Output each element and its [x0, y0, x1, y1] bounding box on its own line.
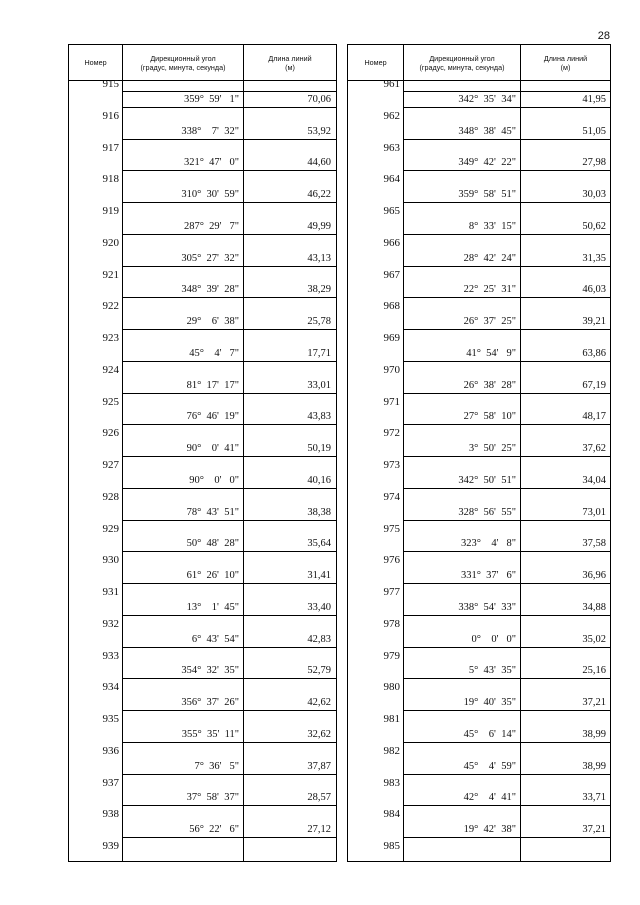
row-rule	[404, 774, 610, 775]
direction-angle: 45° 6' 14"	[463, 728, 516, 740]
point-number: 962	[383, 109, 400, 122]
point-number: 979	[383, 649, 400, 662]
point-number: 918	[102, 173, 119, 186]
table-body	[348, 80, 610, 861]
line-length: 38,99	[582, 728, 606, 740]
point-number: 985	[383, 840, 400, 852]
row-rule	[404, 837, 610, 838]
point-number: 975	[383, 522, 400, 535]
point-number: 925	[102, 395, 119, 408]
direction-angle: 3° 50' 25"	[468, 443, 516, 455]
line-length: 30,03	[582, 189, 606, 201]
line-length: 53,92	[307, 125, 331, 137]
direction-angle: 354° 32' 35"	[181, 665, 239, 677]
direction-angle: 29° 6' 38"	[186, 316, 239, 328]
line-length: 33,01	[307, 379, 331, 391]
row-rule	[123, 424, 336, 425]
direction-angle: 19° 42' 38"	[463, 824, 516, 836]
direction-angle: 338° 7' 32"	[181, 125, 239, 137]
point-number: 972	[383, 427, 400, 440]
row-rule	[404, 551, 610, 552]
row-rule	[123, 520, 336, 521]
row-rule	[123, 710, 336, 711]
point-number: 928	[102, 490, 119, 503]
direction-angle: 0° 0' 0"	[471, 633, 516, 645]
header-length: Длина линий (м)	[268, 53, 312, 72]
row-rule	[404, 266, 610, 267]
direction-angle: 359° 58' 51"	[458, 189, 516, 201]
point-number: 929	[102, 522, 119, 535]
row-rule	[123, 107, 336, 108]
row-rule	[123, 266, 336, 267]
point-number: 971	[383, 395, 400, 408]
header-number: Номер	[84, 58, 107, 67]
row-rule	[404, 234, 610, 235]
row-rule	[123, 456, 336, 457]
point-number: 970	[383, 363, 400, 376]
point-number: 924	[102, 363, 119, 376]
direction-angle: 342° 50' 51"	[458, 474, 516, 486]
direction-angle: 22° 25' 31"	[463, 284, 516, 296]
direction-angle: 27° 58' 10"	[463, 411, 516, 423]
point-number: 916	[102, 109, 119, 122]
row-rule	[404, 710, 610, 711]
direction-angle: 50° 48' 28"	[186, 538, 239, 550]
line-length: 31,35	[582, 252, 606, 264]
line-length: 34,04	[582, 474, 606, 486]
line-length: 34,88	[582, 601, 606, 613]
table-header	[348, 45, 610, 81]
row-rule	[404, 139, 610, 140]
line-length: 49,99	[307, 220, 331, 232]
line-length: 37,58	[582, 538, 606, 550]
line-length: 37,62	[582, 443, 606, 455]
line-length: 40,16	[307, 474, 331, 486]
line-length: 43,83	[307, 411, 331, 423]
direction-angle: 45° 4' 7"	[189, 347, 239, 359]
row-rule	[123, 139, 336, 140]
row-rule	[404, 805, 610, 806]
row-rule	[404, 647, 610, 648]
line-length: 38,29	[307, 284, 331, 296]
row-rule	[404, 329, 610, 330]
line-length: 17,71	[307, 347, 331, 359]
point-number: 982	[383, 744, 400, 757]
line-length: 73,01	[582, 506, 606, 518]
row-rule	[123, 805, 336, 806]
row-rule	[123, 678, 336, 679]
line-length: 37,21	[582, 697, 606, 709]
direction-angle: 45° 4' 59"	[463, 760, 516, 772]
point-number: 977	[383, 586, 400, 598]
direction-angle: 287° 29' 7"	[183, 220, 239, 232]
direction-angle: 7° 36' 5"	[194, 760, 239, 772]
row-rule	[404, 424, 610, 425]
point-number: 934	[102, 681, 119, 694]
point-number: 926	[102, 427, 119, 440]
direction-angle: 342° 35' 34"	[458, 93, 516, 105]
direction-angle: 13° 1' 45"	[186, 601, 239, 613]
point-number: 923	[102, 332, 119, 344]
row-rule	[123, 551, 336, 552]
row-rule	[123, 774, 336, 775]
header-angle: Дирекционный угол (градус, минута, секунда)	[140, 53, 226, 72]
line-length: 43,13	[307, 252, 331, 264]
line-length: 50,19	[307, 443, 331, 455]
line-length: 38,38	[307, 506, 331, 518]
page-number: 28	[597, 30, 610, 42]
point-number: 922	[102, 300, 119, 313]
table-header	[69, 45, 336, 81]
direction-angle: 6° 43' 54"	[191, 633, 239, 645]
point-number: 938	[102, 808, 119, 821]
line-length: 32,62	[307, 728, 331, 740]
direction-angle: 26° 38' 28"	[463, 379, 516, 391]
line-length: 52,79	[307, 665, 331, 677]
point-number: 981	[383, 713, 400, 725]
direction-angle: 42° 4' 41"	[463, 792, 516, 804]
row-rule	[404, 91, 610, 92]
row-rule	[404, 202, 610, 203]
point-number: 920	[102, 236, 119, 249]
row-rule	[404, 520, 610, 521]
point-number: 983	[383, 776, 400, 789]
row-rule	[123, 234, 336, 235]
direction-angle: 90° 0' 41"	[186, 443, 239, 455]
point-number: 919	[102, 205, 119, 217]
line-length: 25,78	[307, 316, 331, 328]
point-number: 921	[102, 268, 119, 281]
row-rule	[404, 170, 610, 171]
line-length: 38,99	[582, 760, 606, 772]
line-length: 48,17	[582, 411, 606, 423]
point-number: 969	[383, 332, 400, 344]
line-length: 42,83	[307, 633, 331, 645]
line-length: 37,21	[582, 824, 606, 836]
row-rule	[123, 329, 336, 330]
line-length: 28,57	[307, 792, 331, 804]
point-number: 932	[102, 617, 119, 630]
line-length: 33,40	[307, 601, 331, 613]
point-number: 976	[383, 554, 400, 567]
point-number: 978	[383, 617, 400, 630]
row-rule	[123, 91, 336, 92]
direction-angle: 348° 38' 45"	[458, 125, 516, 137]
point-number: 984	[383, 808, 400, 821]
header-length: Длина линий (м)	[543, 53, 588, 72]
direction-angle: 338° 54' 33"	[458, 601, 516, 613]
line-length: 67,19	[582, 379, 606, 391]
line-length: 36,96	[582, 570, 606, 582]
direction-angle: 90° 0' 0"	[189, 474, 239, 486]
line-length: 31,41	[307, 570, 331, 582]
direction-angle: 321° 47' 0"	[183, 157, 239, 169]
line-length: 41,95	[582, 93, 606, 105]
direction-angle: 8° 33' 15"	[468, 220, 516, 232]
line-length: 25,16	[582, 665, 606, 677]
line-length: 46,03	[582, 284, 606, 296]
line-length: 50,62	[582, 220, 606, 232]
line-length: 35,02	[582, 633, 606, 645]
point-number: 915	[102, 78, 119, 90]
direction-angle: 76° 46' 19"	[186, 411, 239, 423]
row-rule	[123, 615, 336, 616]
direction-angle: 348° 39' 28"	[181, 284, 239, 296]
point-number: 980	[383, 681, 400, 694]
row-rule	[404, 107, 610, 108]
line-length: 44,60	[307, 157, 331, 169]
direction-angle: 349° 42' 22"	[458, 157, 516, 169]
row-rule	[123, 202, 336, 203]
point-number: 935	[102, 713, 119, 725]
row-rule	[123, 583, 336, 584]
direction-angle: 19° 40' 35"	[463, 697, 516, 709]
direction-angle: 305° 27' 32"	[181, 252, 239, 264]
point-number: 931	[102, 586, 119, 598]
row-rule	[404, 456, 610, 457]
line-length: 70,06	[307, 93, 331, 105]
point-number: 917	[102, 141, 119, 154]
line-length: 27,98	[582, 157, 606, 169]
line-length: 51,05	[582, 125, 606, 137]
direction-angle: 359° 59' 1"	[183, 93, 239, 105]
point-number: 968	[383, 300, 400, 313]
direction-angle: 331° 37' 6"	[460, 570, 516, 582]
direction-angle: 356° 37' 26"	[181, 697, 239, 709]
point-number: 930	[102, 554, 119, 567]
row-rule	[404, 615, 610, 616]
point-number: 939	[102, 840, 119, 852]
row-rule	[123, 393, 336, 394]
point-number: 936	[102, 744, 119, 757]
line-length: 37,87	[307, 760, 331, 772]
direction-angle: 56° 22' 6"	[189, 824, 239, 836]
point-number: 961	[383, 78, 400, 90]
row-rule	[404, 742, 610, 743]
direction-angle: 41° 54' 9"	[466, 347, 516, 359]
direction-angle: 355° 35' 11"	[181, 728, 239, 740]
left-table	[68, 44, 337, 862]
direction-angle: 37° 58' 37"	[186, 792, 239, 804]
point-number: 927	[102, 459, 119, 471]
point-number: 933	[102, 649, 119, 662]
direction-angle: 26° 37' 25"	[463, 316, 516, 328]
row-rule	[404, 488, 610, 489]
row-rule	[404, 297, 610, 298]
direction-angle: 81° 17' 17"	[186, 379, 239, 391]
line-length: 63,86	[582, 347, 606, 359]
right-table	[347, 44, 611, 862]
direction-angle: 28° 42' 24"	[463, 252, 516, 264]
line-length: 39,21	[582, 316, 606, 328]
direction-angle: 328° 56' 55"	[458, 506, 516, 518]
point-number: 967	[383, 268, 400, 281]
point-number: 966	[383, 236, 400, 249]
point-number: 974	[383, 490, 400, 503]
direction-angle: 61° 26' 10"	[186, 570, 239, 582]
row-rule	[404, 361, 610, 362]
point-number: 965	[383, 205, 400, 217]
direction-angle: 310° 30' 59"	[181, 189, 239, 201]
header-number: Номер	[364, 58, 387, 67]
line-length: 46,22	[307, 189, 331, 201]
row-rule	[404, 678, 610, 679]
point-number: 963	[383, 141, 400, 154]
line-length: 42,62	[307, 697, 331, 709]
row-rule	[123, 837, 336, 838]
direction-angle: 78° 43' 51"	[186, 506, 239, 518]
row-rule	[123, 488, 336, 489]
line-length: 33,71	[582, 792, 606, 804]
row-rule	[123, 170, 336, 171]
line-length: 35,64	[307, 538, 331, 550]
row-rule	[404, 583, 610, 584]
row-rule	[123, 742, 336, 743]
row-rule	[123, 297, 336, 298]
direction-angle: 5° 43' 35"	[468, 665, 516, 677]
point-number: 937	[102, 776, 119, 789]
row-rule	[123, 647, 336, 648]
point-number: 964	[383, 173, 400, 186]
table-body	[69, 80, 336, 861]
row-rule	[123, 361, 336, 362]
point-number: 973	[383, 459, 400, 471]
direction-angle: 323° 4' 8"	[460, 538, 516, 550]
row-rule	[404, 393, 610, 394]
header-angle: Дирекционный угол (градус, минута, секунда)	[419, 53, 505, 72]
line-length: 27,12	[307, 824, 331, 836]
